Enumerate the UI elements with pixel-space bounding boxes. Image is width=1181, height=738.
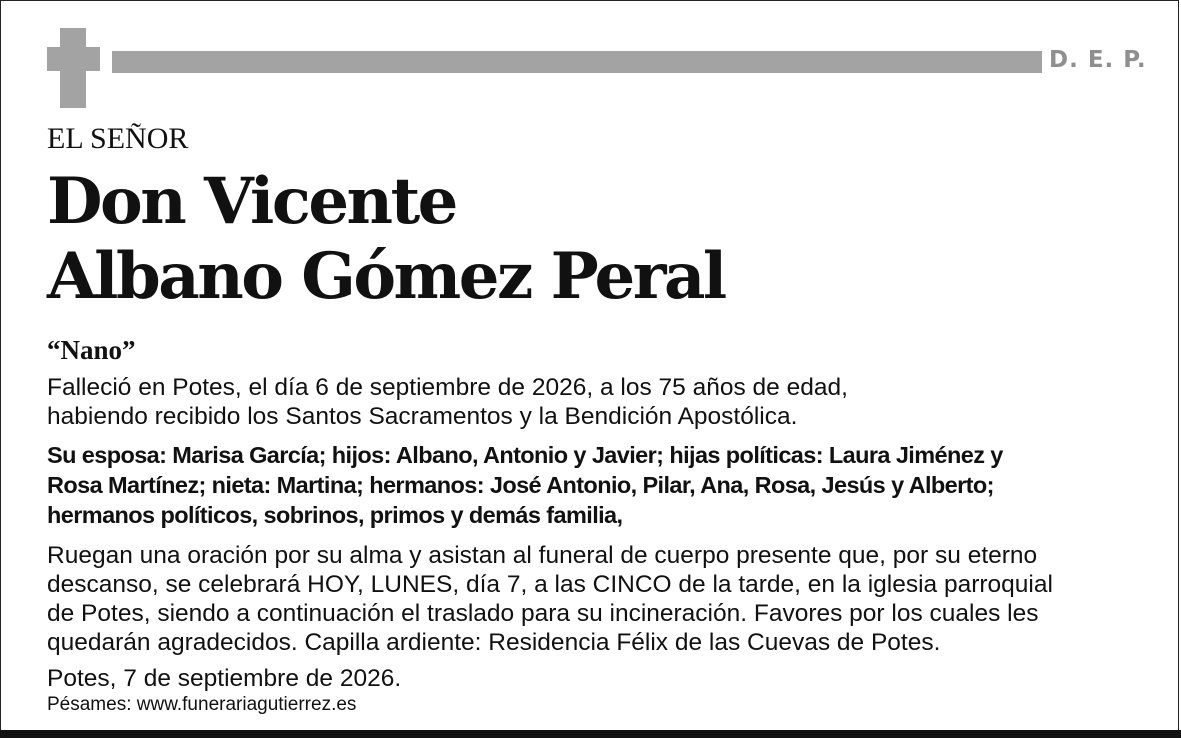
death-notice: [47, 373, 848, 431]
header-rule: [112, 51, 1042, 73]
family-line: Su esposa: Marisa García; hijos: Albano, Antonio y Javier; hijas políticas: Laura Jiménez y: [47, 442, 1003, 468]
death-notice-line: Falleció en Potes, el día 6 de septiembre de 2026, a los 75 años de edad,: [47, 374, 848, 401]
dep-label: D. E. P.: [1049, 47, 1147, 73]
family-line: Rosa Martínez; nieta: Martina; hermanos: José Antonio, Pilar, Ana, Rosa, Jesús y Alberto;: [47, 472, 994, 498]
bottom-border: [0, 730, 1181, 738]
funeral-line: descanso, se celebrará HOY, LUNES, día 7, a las CINCO de la tarde, en la iglesia parroquial: [47, 571, 1053, 598]
honorific: EL SEÑOR: [47, 122, 189, 155]
funeral-details: [47, 541, 1053, 657]
funeral-line: Ruegan una oración por su alma y asistan al funeral de cuerpo presente que, por su eterno: [47, 542, 1038, 569]
condolences-link[interactable]: Pésames: www.funerariagutierrez.es: [47, 694, 357, 715]
family-line: hermanos políticos, sobrinos, primos y demás familia,: [47, 502, 623, 528]
dateline: Potes, 7 de septiembre de 2026.: [47, 665, 402, 692]
nickname: “Nano”: [47, 335, 136, 365]
deceased-name-line1: Don Vicente: [47, 164, 456, 239]
latin-cross-icon: [47, 28, 100, 108]
funeral-line: de Potes, siendo a continuación el traslado para su incineración. Favores por los cuales les: [47, 600, 1039, 627]
family-list: [47, 440, 1003, 530]
death-notice-line: habiendo recibido los Santos Sacramentos y la Bendición Apostólica.: [47, 403, 798, 430]
deceased-name-line2: Albano Gómez Peral: [47, 239, 725, 314]
funeral-line: quedarán agradecidos. Capilla ardiente: Residencia Félix de las Cuevas de Potes.: [47, 629, 941, 656]
